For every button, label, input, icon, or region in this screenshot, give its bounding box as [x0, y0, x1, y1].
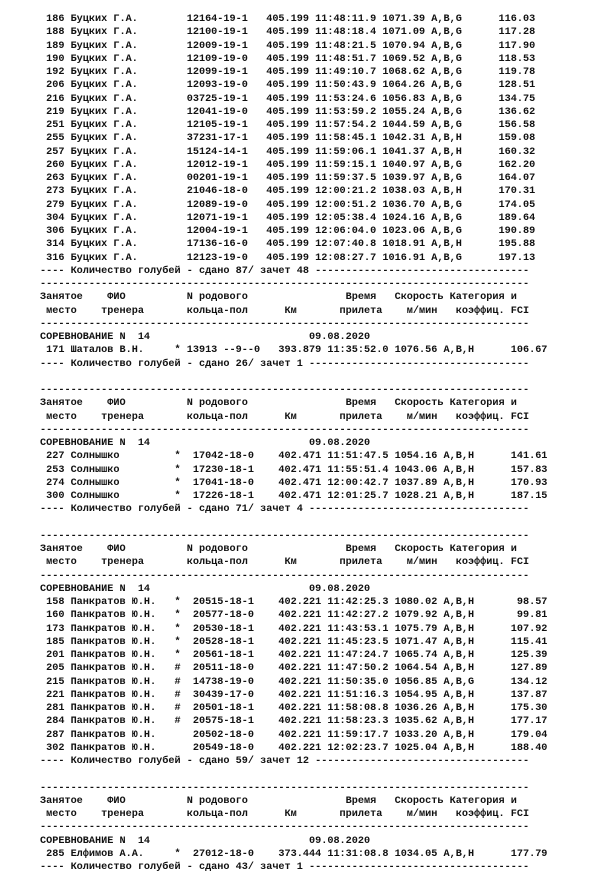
competition-header: СОРЕВНОВАНИЕ N 14 09.08.2020 [40, 835, 371, 847]
result-row: 206 Буцких Г.А. 12093-19-0 405.199 11:50:43.9 1064.26 A,B,G 128.51 [40, 80, 536, 92]
result-row: 251 Буцких Г.А. 12105-19-1 405.199 11:57:54.2 1044.59 A,B,G 156.58 [40, 120, 536, 131]
separator-line: -------------------------------------------------------------------------------- [40, 279, 530, 290]
result-row: 306 Буцких Г.А. 12004-19-1 405.199 12:06:04.0 1023.06 A,B,G 190.89 [40, 226, 536, 237]
competition-header: СОРЕВНОВАНИЕ N 14 09.08.2020 [40, 583, 371, 595]
blank-line [40, 517, 600, 530]
separator-line: -------------------------------------------------------------------------------- [40, 385, 530, 396]
result-row: 219 Буцких Г.А. 12041-19-0 405.199 11:53:59.2 1055.24 A,B,G 136.62 [40, 106, 536, 118]
separator-line: -------------------------------------------------------------------------------- [40, 318, 530, 330]
summary-line: ---- Количество голубей - сдано 59/ зачет 12 ----------------------------------- [40, 756, 530, 767]
separator-line: -------------------------------------------------------------------------------- [40, 424, 530, 436]
result-row: 300 Солнышко * 17226-18-1 402.471 12:01:25.7 1028.21 A,B,H 187.15 [40, 491, 548, 502]
blank-line [40, 768, 600, 781]
result-row: 274 Солнышко * 17041-18-0 402.471 12:00:42.7 1037.89 A,B,H 170.93 [40, 477, 548, 489]
result-row: 215 Панкратов Ю.Н. # 14738-19-0 402.221 11:50:35.0 1056.85 A,B,G 134.12 [40, 676, 548, 688]
result-row: 158 Панкратов Ю.Н. * 20515-18-1 402.221 11:42:25.3 1080.02 A,B,H 98.57 [40, 597, 548, 608]
result-row: 205 Панкратов Ю.Н. # 20511-18-0 402.221 11:47:50.2 1064.54 A,B,H 127.89 [40, 663, 548, 675]
result-row: 185 Панкратов Ю.Н. * 20528-18-1 402.221 11:45:23.5 1071.47 A,B,H 115.41 [40, 636, 548, 648]
result-row: 253 Солнышко * 17230-18-1 402.471 11:55:51.4 1043.06 A,B,H 157.83 [40, 464, 548, 476]
result-row: 257 Буцких Г.А. 15124-14-1 405.199 11:59:06.1 1041.37 A,B,H 160.32 [40, 146, 536, 158]
result-row: 255 Буцких Г.А. 37231-17-1 405.199 11:58:45.1 1042.31 A,B,H 159.08 [40, 133, 536, 145]
result-row: 173 Панкратов Ю.Н. * 20530-18-1 402.221 11:43:53.1 1075.79 A,B,H 107.92 [40, 623, 548, 635]
column-header: место тренера кольца-пол Км прилета м/мин коэффиц. FCI [40, 411, 530, 423]
result-row: 316 Буцких Г.А. 12123-19-0 405.199 12:08:27.7 1016.91 A,B,G 197.13 [40, 252, 536, 264]
result-row: 221 Панкратов Ю.Н. # 30439-17-0 402.221 11:51:16.3 1054.95 A,B,H 137.87 [40, 689, 548, 701]
result-row: 287 Панкратов Ю.Н. 20502-18-0 402.221 11:59:17.7 1033.20 A,B,H 179.04 [40, 729, 548, 741]
result-row: 201 Панкратов Ю.Н. * 20561-18-1 402.221 11:47:24.7 1065.74 A,B,H 125.39 [40, 650, 548, 661]
result-row: 189 Буцких Г.А. 12009-19-1 405.199 11:48:21.5 1070.94 A,B,G 117.90 [40, 40, 536, 52]
summary-line: ---- Количество голубей - сдано 71/ зачет 4 ------------------------------------ [40, 504, 530, 516]
result-row: 186 Буцких Г.А. 12164-19-1 405.199 11:48:11.9 1071.39 A,B,G 116.03 [40, 14, 536, 25]
result-row: 284 Панкратов Ю.Н. # 20575-18-1 402.221 11:58:23.3 1035.62 A,B,H 177.17 [40, 716, 548, 728]
separator-line: -------------------------------------------------------------------------------- [40, 530, 530, 542]
result-row: 190 Буцких Г.А. 12109-19-0 405.199 11:48:51.7 1069.52 A,B,G 118.53 [40, 53, 536, 65]
result-row: 188 Буцких Г.А. 12100-19-1 405.199 11:48:18.4 1071.09 A,B,G 117.28 [40, 27, 536, 39]
column-header: Занятое ФИО N родового Время Скорость Категория и [40, 544, 517, 555]
column-header: Занятое ФИО N родового Время Скорость Категория и [40, 398, 517, 410]
result-row: 281 Панкратов Ю.Н. # 20501-18-1 402.221 11:58:08.8 1036.26 A,B,H 175.30 [40, 703, 548, 714]
competition-header: СОРЕВНОВАНИЕ N 14 09.08.2020 [40, 332, 371, 343]
result-row: 279 Буцких Г.А. 12089-19-0 405.199 12:00:51.2 1036.70 A,B,G 174.05 [40, 199, 536, 211]
summary-line: ---- Количество голубей - сдано 87/ зачет 48 ----------------------------------- [40, 265, 530, 277]
column-header: место тренера кольца-пол Км прилета м/мин коэффиц. FCI [40, 305, 530, 317]
competition-header: СОРЕВНОВАНИЕ N 14 09.08.2020 [40, 438, 371, 449]
column-header: место тренера кольца-пол Км прилета м/мин коэффиц. FCI [40, 809, 530, 820]
result-row: 302 Панкратов Ю.Н. 20549-18-0 402.221 12:02:23.7 1025.04 A,B,H 188.40 [40, 742, 548, 754]
column-header: место тренера кольца-пол Км прилета м/мин коэффиц. FCI [40, 557, 530, 569]
separator-line: -------------------------------------------------------------------------------- [40, 822, 530, 834]
separator-line: -------------------------------------------------------------------------------- [40, 782, 530, 794]
summary-line: ---- Количество голубей - сдано 26/ зачет 1 ------------------------------------ [40, 358, 530, 370]
result-row: 171 Шаталов В.Н. * 13913 --9--0 393.879 11:35:52.0 1076.56 A,B,H 106.67 [40, 345, 548, 357]
column-header: Занятое ФИО N родового Время Скорость Категория и [40, 292, 517, 304]
summary-line: ---- Количество голубей - сдано 43/ зачет 1 ------------------------------------ [40, 862, 530, 873]
race-results-report [40, 13, 600, 874]
result-row: 227 Солнышко * 17042-18-0 402.471 11:51:47.5 1054.16 A,B,H 141.61 [40, 451, 548, 463]
result-row: 160 Панкратов Ю.Н. * 20577-18-0 402.221 11:42:27.2 1079.92 A,B,H 99.81 [40, 610, 548, 622]
result-row: 304 Буцких Г.А. 12071-19-1 405.199 12:05:38.4 1024.16 A,B,G 189.64 [40, 212, 536, 224]
result-row: 314 Буцких Г.А. 17136-16-0 405.199 12:07:40.8 1018.91 A,B,H 195.88 [40, 239, 536, 251]
separator-line: -------------------------------------------------------------------------------- [40, 570, 530, 582]
result-row: 285 Елфимов А.А. * 27012-18-0 373.444 11:31:08.8 1034.05 A,B,H 177.79 [40, 848, 548, 860]
result-row: 260 Буцких Г.А. 12012-19-1 405.199 11:59:15.1 1040.97 A,B,G 162.20 [40, 159, 536, 171]
blank-line [40, 371, 600, 384]
result-row: 192 Буцких Г.А. 12099-19-1 405.199 11:49:10.7 1068.62 A,B,G 119.78 [40, 67, 536, 78]
result-row: 263 Буцких Г.А. 00201-19-1 405.199 11:59:37.5 1039.97 A,B,G 164.07 [40, 173, 536, 184]
result-row: 273 Буцких Г.А. 21046-18-0 405.199 12:00:21.2 1038.03 A,B,H 170.31 [40, 186, 536, 198]
column-header: Занятое ФИО N родового Время Скорость Категория и [40, 795, 517, 807]
result-row: 216 Буцких Г.А. 03725-19-1 405.199 11:53:24.6 1056.83 A,B,G 134.75 [40, 93, 536, 105]
